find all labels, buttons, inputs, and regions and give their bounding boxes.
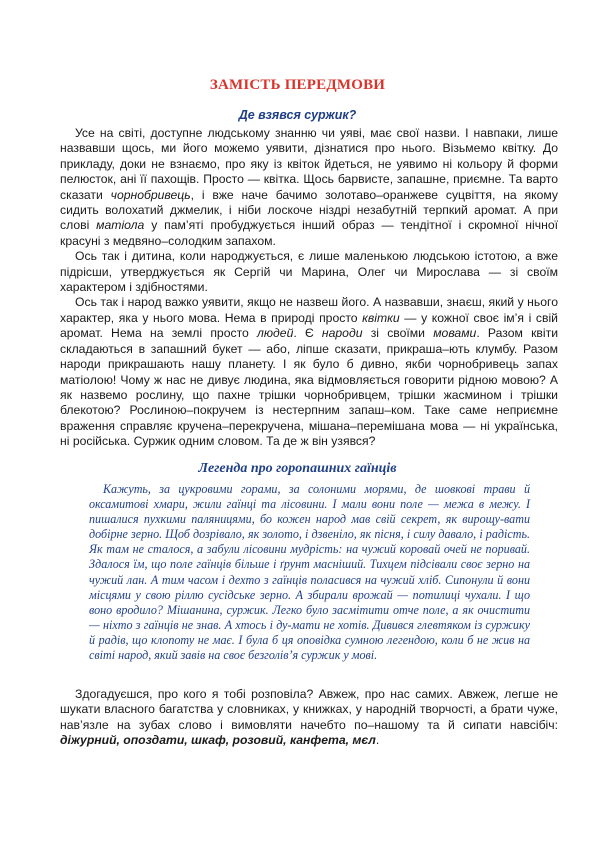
text-run: зі своїми xyxy=(362,326,434,341)
italic-term: мовами xyxy=(433,326,477,341)
paragraph-3 xyxy=(60,295,558,449)
text-run: . Разом квіти складаються в запашний букет — або, ліпше сказати, прикраша–ють клумбу. Разом народи прикрашають нашу планету. І як було б дивно, якби чорнобривець запах матіолою! Чому ж нас не дивує людина, яка відмовляється говорити рідною мовою? А як назвемо рослину, що пахне трішки чорнобривцем, трішки жасмином і трішки блекотою? Рослиною–покручем із нестерпним запаш–ком. Таке саме неприємне враження справляє кручена–перекручена, мішана–перемішана мова — ні українська, ні російська. Суржик одним словом. Та де ж він узявся? xyxy=(60,326,558,449)
legend-paragraph: Кажуть, за цукровими горами, за солоними морями, де шовкові трави й оксамитові хмари, жили гаїнці та лісовини. І мали вони поле — межа в межу. І пишалися пухкими паляницями, бо кожен народ мав свій секрет, як вирощу-вати добірне зерно. Щоб дозрівало, як золото, і дзвеніло, як пісня, і силу давало, і радість. Як там не сталося, а забули лісовини мудрість: на чужий коровай очей не поривай. Здалося їм, що поле гаїнців більше і ґрунт масніший. Тихцем підсівали своє зерно на чужий лан. А тим часом і дехто з гаїнців поласився на чужий хліб. Сипонули й вони місцями у свою ріллю сусідське зерно. А збирали врожай — потилиці чухали. І що воно вродило? Мішанина, суржик. Легко було засмітити отче поле, а як очистити — ніхто з гаїнців не знав. А хтось і ду-мати не хотів. Дивився глевтяком із суржику й радів, що клопоту не має. І була б ця оповідка сумною легендою, коли б не жив на світі народ, який завів на своє безголів’я суржик у мові. xyxy=(89,482,530,663)
italic-term: народи xyxy=(321,326,363,341)
text-run: Здогадуєшся, про кого я тобі розповіла? Авжеж, про нас самих. Авжеж, легше не шукати власного багатства у словниках, у книжках, у народній творчості, а брати чуже, нав’язле на зубах слово і вимовляти начебто по–нашому та й сипати навсібіч: xyxy=(60,687,558,732)
text-run: . Є xyxy=(293,326,322,341)
closing-text xyxy=(60,687,558,749)
paragraph-1 xyxy=(60,126,558,249)
italic-term: матіола xyxy=(96,218,145,233)
text-run: у пам’яті пробуджується інший образ — тендітної і скромної нічної красуні з медвяно–солодким запахом. xyxy=(60,218,558,248)
text-run: — у кожної своє ім’я і свій аромат. Нема на землі просто xyxy=(60,310,558,341)
text-run: , і вже наче бачимо золотаво–оранжеве суцвіття, на якому сидить волохатий джмелик, і ніби лоскоче ніздрі незабутній терпкий аромат. А при слові xyxy=(60,187,558,233)
text-run: Усе на світі, доступне людському знанню чи уяві, має свої назви. І навпаки, лише назвавши щось, ми його можемо уявити, дізнатися про нього. Візьмемо квітку. До прикладу, доки не взнаємо, про яку із квіток йдеться, не уявимо ні кольору й форми пелюсток, ані її пахощів. Просто — квітка. Щось барвисте, запашне, приємне. Та варто сказати xyxy=(60,126,558,202)
text-run: Ось так і народ важко уявити, якщо не назвеш його. А назвавши, знаєш, який у нього характер, яка у нього мова. Нема в природі просто xyxy=(60,295,558,325)
text-run: . xyxy=(375,733,380,748)
intro-text xyxy=(60,126,558,450)
section-subtitle: Де взявся суржик? xyxy=(238,108,357,122)
italic-term: чорнобривець xyxy=(110,187,191,202)
closing-paragraph xyxy=(60,687,558,749)
surzhyk-words: діжурний, опоздати, шкаф, розовий, канфета, мєл xyxy=(60,733,376,748)
paragraph-2: Ось так і дитина, коли народжується, є лише маленькою людською істотою, а вже підрісши, утверджується як Сергій чи Марина, Олег чи Мирослава — зі своїм характером і здібностями. xyxy=(60,249,558,295)
italic-term: квітки xyxy=(362,310,400,325)
page-title: ЗАМІСТЬ ПЕРЕДМОВИ xyxy=(209,77,386,93)
legend-text xyxy=(89,482,530,663)
italic-term: людей xyxy=(257,326,294,341)
legend-title: Легенда про горопашних гаїнців xyxy=(198,461,397,476)
